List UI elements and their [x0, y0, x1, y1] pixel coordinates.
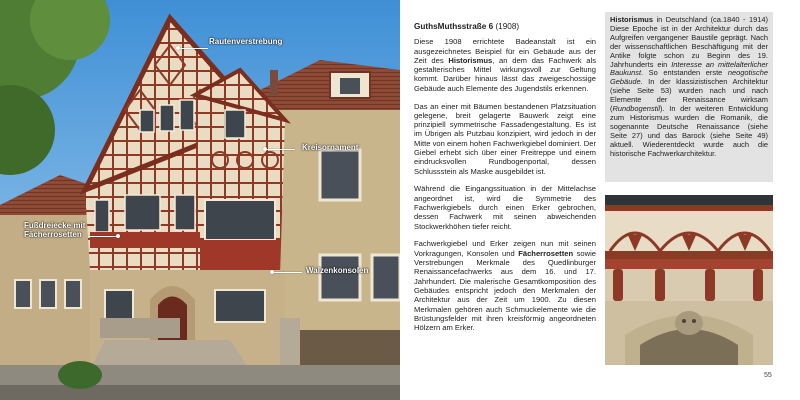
- annotation-line-fuss: [88, 236, 118, 237]
- info-intro: in Deutschland (ca.1840 - 1914) Diese Epoche ist in der Architektur durch das Aufgreifen vergangener Baustile geprägt. Nach der wissenschaftlichen Beschäftigung mit der Antike folgte schon zu Beginn des 19. Jahrhunderts ein: [610, 15, 768, 69]
- annotation-line-kreis: [265, 149, 295, 150]
- heading-street: GuthsMuthsstraße 6: [414, 22, 494, 31]
- annotation-dot-walzen: [270, 270, 274, 274]
- info-mid-1: . So entstanden erste: [641, 68, 728, 78]
- annotation-fussdreiecke-line1: Fußdreiecke mit: [24, 221, 86, 230]
- paragraph-4: [414, 239, 596, 332]
- article-text: [414, 22, 596, 341]
- detail-illustration: [605, 195, 773, 365]
- p1-keyword: Historismus: [448, 55, 493, 65]
- p4-text-a: Fachwerkgiebel und Erker zeigen nun mit seinen Vorkragungen, Konsolen und: [414, 239, 596, 258]
- p4-text-c: sowie Verstrebungen Merkmale des Quedlinburger Renaissancefachwerks aus dem 16. und 17. Jahrhundert. Die malerische Gesamtkomposition des Gebäudes entspricht jedoch den Merkmalen der Architektur aus der Zeit um 1900. Zu diesen Merkmalen gehören auch Schmuckelemente wie die Brüstungsfelder mit ihren kreisförmig angeordneten Hölzern am Erker.: [414, 248, 597, 333]
- info-end: ). In der weiteren Entwicklung zum Historismus wurden die Romanik, die sogenannte Deutsche Renaissance (siehe Seite 27) und das Barock (siehe Seite 49) aktuell. Wiederentdeckt wurde auch die historische Fachwerkarchitektur.: [610, 104, 768, 158]
- annotation-rautenverstrebung: Rautenverstrebung: [209, 37, 283, 46]
- detail-photo: [605, 195, 773, 365]
- annotation-fussdreiecke-line2: Fächerrosetten: [24, 230, 82, 239]
- annotation-dot-kreis: [263, 147, 267, 151]
- annotation-kreisornament: Kreisornament: [302, 143, 359, 152]
- info-box-text: [610, 16, 768, 159]
- annotation-dot-rauten: [176, 46, 180, 50]
- annotation-dot-fuss: [116, 234, 120, 238]
- p4-keyword: Fächerrosetten: [518, 248, 574, 258]
- article-heading: [414, 22, 596, 31]
- info-keyword: Historismus: [610, 15, 653, 24]
- paragraph-1: [414, 37, 596, 93]
- paragraph-3: Während die Eingangssituation in der Mittelachse angeordnet ist, wird die Symmetrie des Fachwerkgiebels durch einen Erker gebrochen, dessen Fachwerk mit seinen abweichenden Stockwerkhöhen tiefer reicht.: [414, 184, 596, 231]
- annotation-line-walzen: [272, 272, 302, 273]
- page-number: 55: [764, 372, 772, 379]
- p1-text-a: Diese 1908 errichtete Badeanstalt ist ein ausgezeichnetes Beispiel für ein Gebäude aus der Zeit des: [414, 37, 596, 65]
- info-italic-3: Rundbogenstil: [612, 104, 661, 114]
- paragraph-2: Das an einer mit Bäumen bestandenen Platzsituation gelegene, breit gelagerte Bauwerk zeigt eine prinzipiell symmetrische Fassadengestaltung. Es ist im Übrigen als Putzbau konzipiert, wird jedoch in der Mitte von einem hohen Fachwerkgiebel dominiert. Der Giebel erhebt sich über einer Freitreppe und einem eindrucksvollen Rundbogenportal, dessen Schlussstein als Maske ausgebildet ist.: [414, 101, 596, 176]
- annotation-line-rauten: [178, 48, 208, 49]
- annotation-walzenkonsolen: Walzenkonsolen: [306, 266, 369, 275]
- info-italic-1: Interesse an mittelalterlicher Baukunst: [610, 59, 768, 78]
- info-italic-2: neogotische Gebäude: [610, 68, 768, 87]
- historismus-info-box: [605, 12, 773, 182]
- info-mid-2: . In der klassizistischen Architektur (siehe Seite 53) wurden nach und nach Elemente der Renaissance wirksam (: [610, 77, 768, 114]
- heading-year: (1908): [495, 22, 520, 31]
- p1-text-c: , an dem das Fachwerk als gestalterisches Mittel wirkungsvoll zur Geltung kommt. Darüber hinaus lässt das zweigeschossige Gebäude auch Elemente des Jugendstils erkennen.: [414, 55, 597, 93]
